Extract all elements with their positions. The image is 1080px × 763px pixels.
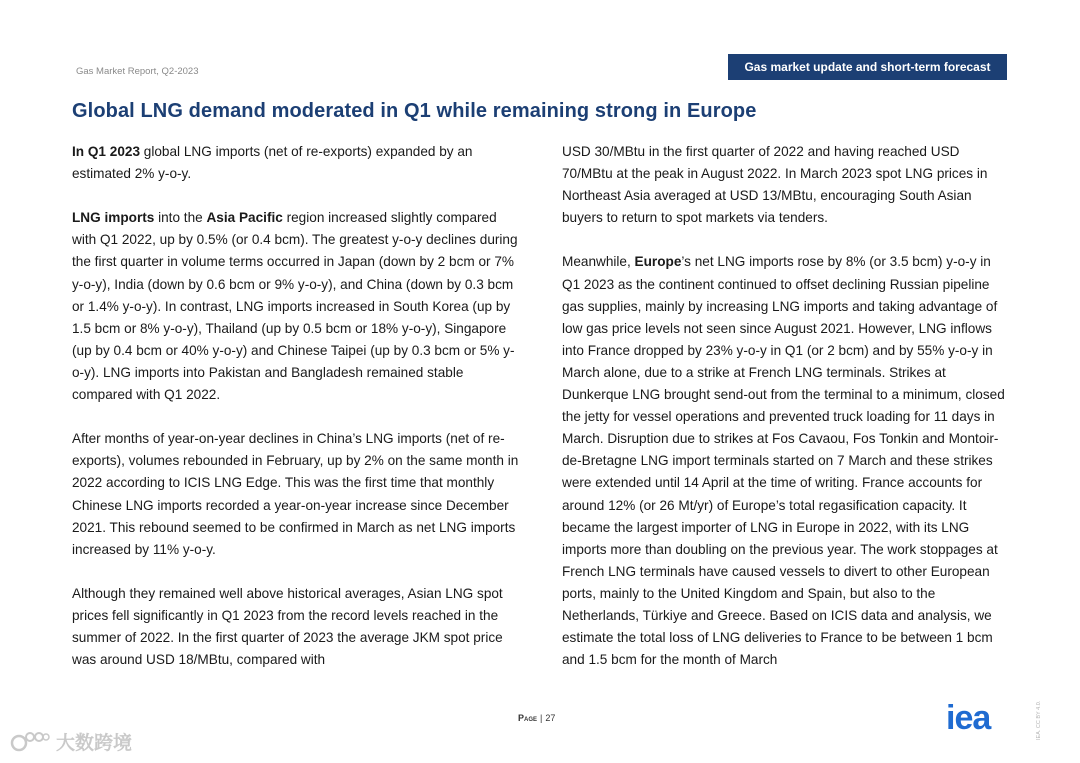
bold-lead: LNG imports (72, 210, 155, 226)
paragraph-text: ’s net LNG imports rose by 8% (or 3.5 bcm) y-o-y in Q1 2023 as the continent continued to offset declining Russian pipeline gas supplies, mainly by increasing LNG imports and taking advantage of low gas price levels not seen since August 2021. However, LNG inflows into France dropped by 23% y-o-y in Q1 (or 2 bcm) and by 55% y-o-y in March alone, due to a strike at French LNG terminals. Strikes at Dunkerque LNG brought send-out from the terminal to a minimum, closed the jetty for vessel operations and prevented truck loading for 11 days in March. Disruption due to strikes at Fos Cavaou, Fos Tonkin and Montoir-de-Bretagne LNG import terminals started on 7 March and these strikes were extended until 14 April at the time of writing. France accounts for around 12% (or 26 Mt/yr) of Europe’s total regasification capacity. It became the largest importer of LNG in Europe in 2022, with its LNG imports more than doubling on the previous year. The work stoppages at French LNG terminals have caused vessels to divert to other European ports, mainly to the United Kingdom and Spain, but also to the Netherlands, Türkiye and Greece. Based on ICIS data and analysis, we estimate the total loss of LNG deliveries to France to be between 1 bcm and 1.5 bcm for the month of March (562, 254, 1005, 668)
paragraph-china: After months of year-on-year declines in China’s LNG imports (net of re-exports), volumes rebounded in February, up by 2% on the same month in 2022 according to ICIS LNG Edge. This was the first time that monthly Chinese LNG imports recorded a year-on-year increase since December 2021. This rebound seemed to be confirmed in March as net LNG imports increased by 11% y-o-y. (72, 431, 519, 557)
paragraph-q1-2023 (72, 141, 519, 185)
paragraph-text: Meanwhile, (562, 254, 635, 270)
iea-logo-text: iea (946, 700, 991, 736)
bold-term: Asia Pacific (206, 210, 283, 226)
paragraph-text: global LNG imports (net of re-exports) expanded by an estimated 2% y-o-y. (72, 144, 473, 182)
paragraph-spot-prices: Although they remained well above historical averages, Asian LNG spot prices fell significantly in Q1 2023 from the record levels reached in the summer of 2022. In the first quarter of 2023 the average JKM spot price was around USD 18/MBtu, compared with (72, 585, 503, 668)
license-text: IEA. CC BY 4.0. (1036, 700, 1042, 740)
watermark-text: 大数跨境 (56, 733, 133, 754)
paragraph-europe (562, 251, 1009, 671)
iea-logo (946, 700, 1008, 736)
page-word: Page (518, 713, 538, 723)
page-number (518, 713, 555, 723)
bold-term: Europe (634, 254, 682, 270)
bold-lead: In Q1 2023 (72, 144, 141, 159)
page-separator: | (540, 713, 543, 723)
paragraph-jkm-prices: USD 30/MBtu in the first quarter of 2022 and having reached USD 70/MBtu at the peak in August 2022. In March 2023 spot LNG prices in Northeast Asia averaged at USD 13/MBtu, encouraging South Asian buyers to return to spot markets via tenders. (562, 144, 988, 226)
right-column (562, 141, 1009, 671)
paragraph-text: into the (154, 210, 207, 226)
left-column (72, 141, 519, 671)
paragraph-asia-pacific (72, 207, 519, 406)
paragraph-text: region increased slightly compared with Q1 2022, up by 0.5% (or 0.4 bcm). The greatest y-o-y declines during the first quarter in volume terms occurred in Japan (down by 2 bcm or 7% y-o-y), India (down by 0.6 bcm or 9% y-o-y), and China (down by 0.3 bcm or 1.4% y-o-y). In contrast, LNG imports increased in South Korea (up by 1.5 bcm or 8% y-o-y), Thailand (up by 0.5 bcm or 18% y-o-y), Singapore (up by 0.4 bcm or 40% y-o-y) and Chinese Taipei (up by 0.3 bcm or 5% y-o-y). LNG imports into Pakistan and Bangladesh remained stable compared with Q1 2022. (72, 210, 518, 403)
watermark-logo-icon (10, 729, 50, 755)
page-number-value: 27 (545, 713, 556, 723)
page-title: Global LNG demand moderated in Q1 while remaining strong in Europe (72, 100, 757, 122)
report-label: Gas Market Report, Q2-2023 (76, 66, 199, 77)
watermark (10, 728, 132, 755)
section-banner: Gas market update and short-term forecast (728, 54, 1007, 80)
